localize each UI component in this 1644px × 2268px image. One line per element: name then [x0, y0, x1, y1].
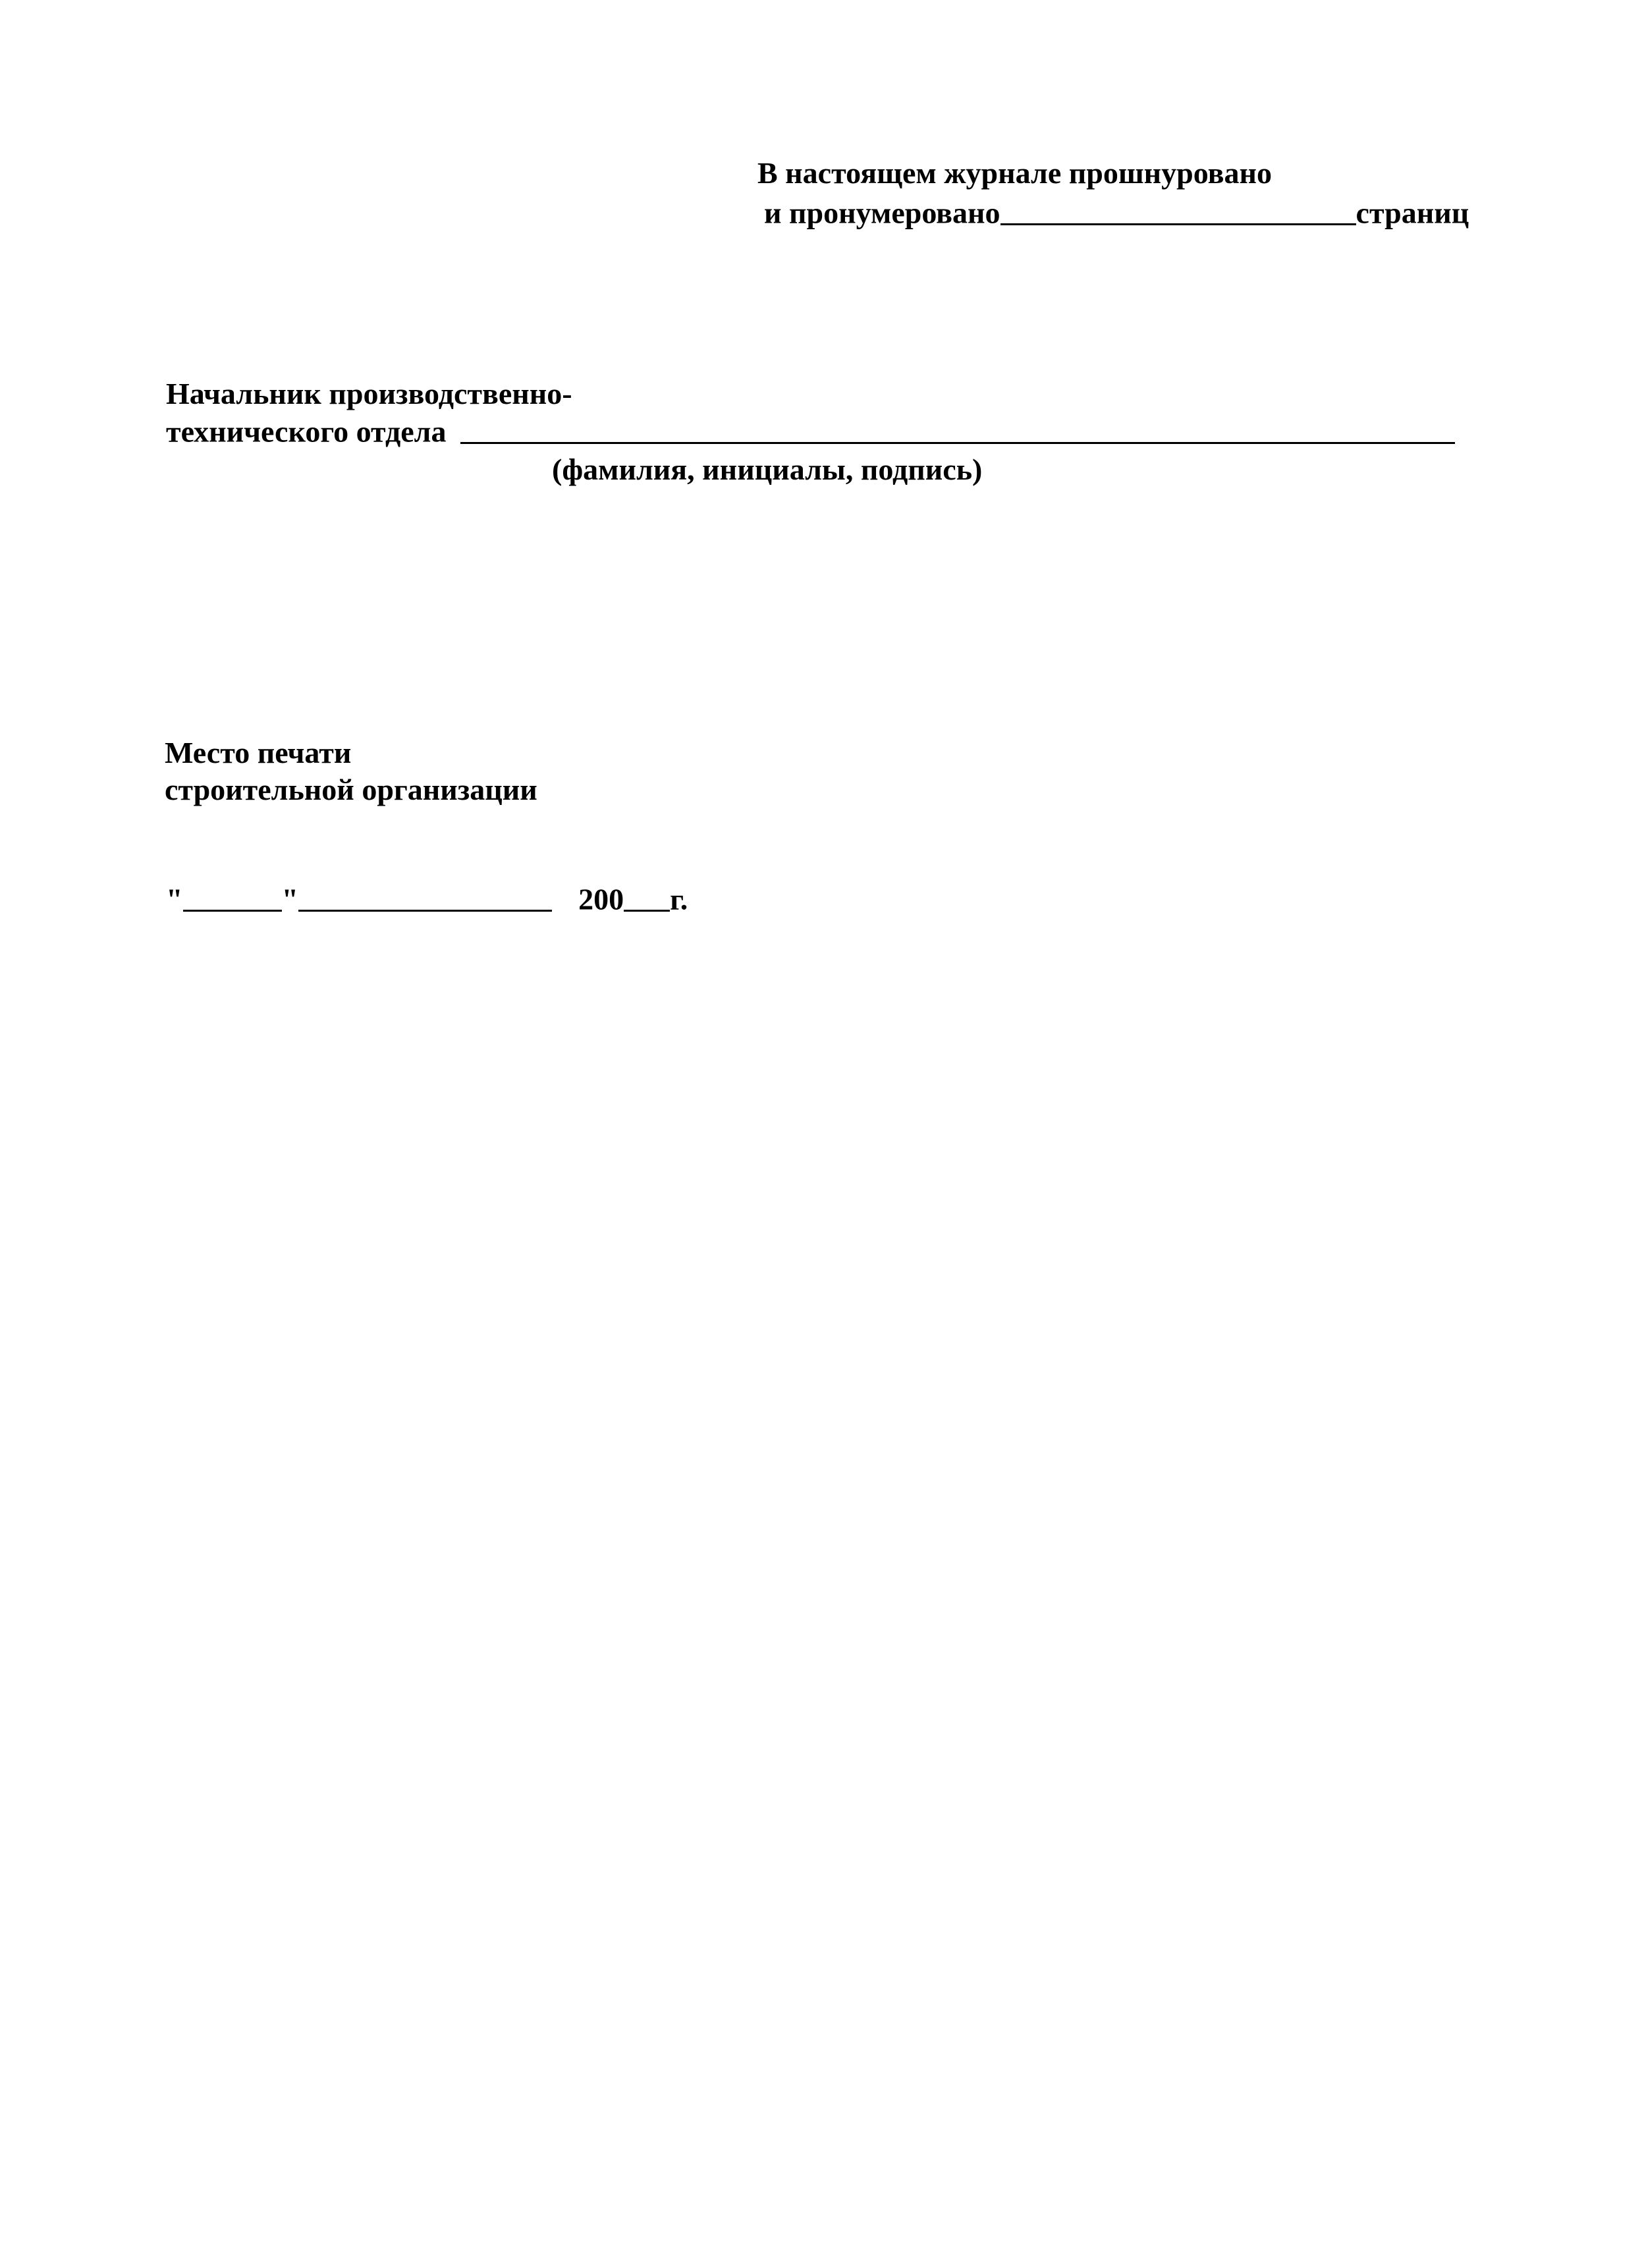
signature-field[interactable] [460, 415, 1455, 444]
year-field[interactable] [624, 883, 670, 912]
day-field[interactable] [183, 883, 282, 912]
binding-note-text: В настоящем журнале прошнуровано [757, 156, 1272, 190]
numbered-label: и пронумеровано [764, 196, 1000, 230]
stamp-line1: Место печати [165, 736, 352, 769]
page-count-field[interactable] [1000, 196, 1356, 225]
binding-note-line1 [757, 158, 1272, 188]
role-line2 [166, 415, 1455, 447]
open-quote: " [166, 882, 183, 916]
close-quote: " [281, 882, 299, 916]
pages-label: страниц [1356, 196, 1469, 230]
role-title-part2: технического отдела [166, 414, 447, 449]
date-line [166, 883, 688, 914]
month-field[interactable] [298, 883, 552, 912]
year-suffix: г. [670, 882, 688, 916]
signature-caption: (фамилия, инициалы, подпись) [552, 453, 983, 486]
role-line1 [166, 379, 572, 409]
stamp-line2: строительной организации [165, 773, 537, 806]
year-prefix: 200 [578, 882, 624, 916]
role-title-part1: Начальник производственно- [166, 377, 572, 410]
binding-note-line2 [764, 196, 1469, 228]
